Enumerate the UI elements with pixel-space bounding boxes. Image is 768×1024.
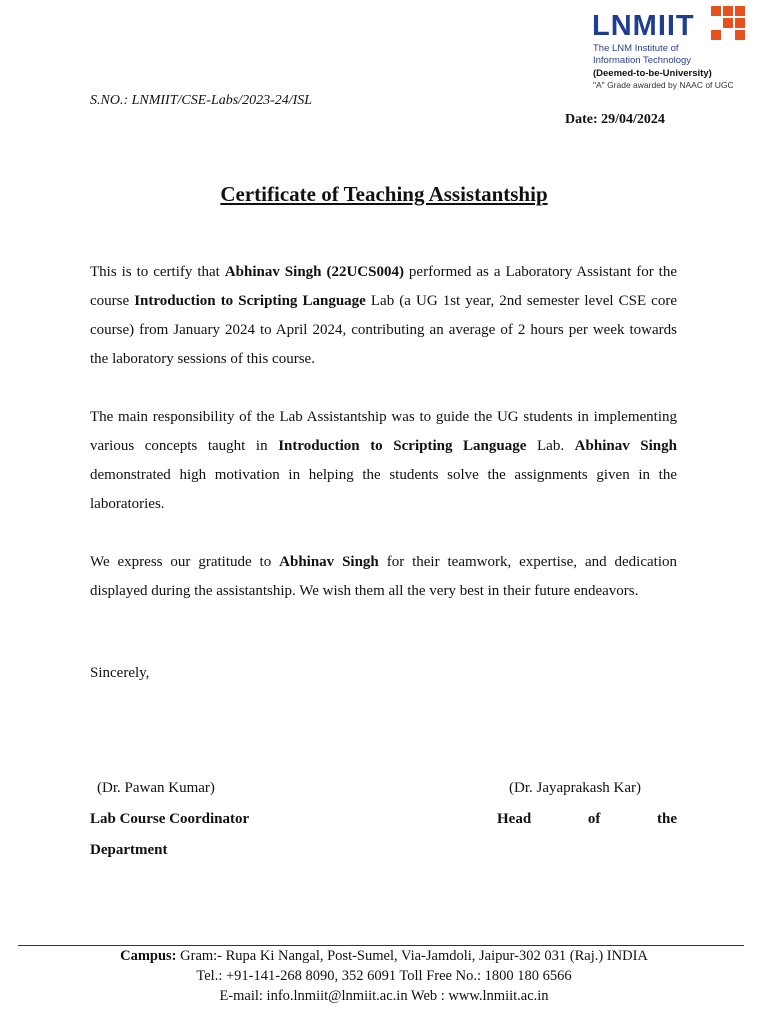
paragraph-1: [90, 258, 677, 374]
signatory-left-name: (Dr. Pawan Kumar): [97, 780, 215, 796]
footer-campus: [0, 947, 768, 966]
p1-text-2: performed as a Laboratory Assistant for the course: [90, 264, 677, 309]
closing: Sincerely,: [90, 665, 150, 681]
p2-text-3: demonstrated high motivation in helping the students solve the assignments given in the laboratories.: [90, 467, 677, 512]
logo-subtitle-2: Information Technology: [593, 55, 692, 66]
footer-phone: Tel.: +91-141-268 8090, 352 6091 Toll Free No.: 1800 180 6566: [196, 968, 572, 984]
logo-subtitle-4: "A" Grade awarded by NAAC of UGC: [593, 80, 734, 90]
paragraph-2: [90, 403, 677, 519]
issue-date: Date: 29/04/2024: [565, 112, 665, 127]
reference-number: S.NO.: LNMIIT/CSE-Labs/2023-24/ISL: [90, 93, 313, 108]
logo-wordmark: LNMIIT: [592, 10, 695, 42]
paragraph-3: [90, 548, 677, 606]
footer-campus-label: Campus:: [120, 948, 177, 964]
p1-bold-1: Abhinav Singh (22UCS004): [224, 264, 404, 280]
p1-text-3: Lab (a UG 1st year, 2nd semester level CSE core course) from January 2024 to April 2024, contributing an average of 2 hours per week towards the laboratory sessions of this course.: [90, 293, 677, 367]
p1-bold-2: Introduction to Scripting Language: [134, 293, 366, 309]
p2-text-1: The main responsibility of the Lab Assistantship was to guide the UG students in implementing various concepts taught in: [90, 409, 677, 454]
p3-text-1: We express our gratitude to: [90, 554, 280, 570]
p2-bold-1: Introduction to Scripting Language: [278, 438, 527, 454]
p3-bold-1: Abhinav Singh: [279, 554, 379, 570]
p3-text-2: for their teamwork, expertise, and dedication displayed during the assistantship. We wish them all the very best in their future endeavors.: [90, 554, 677, 599]
p2-bold-2: Abhinav Singh: [574, 438, 677, 454]
footer-divider: [18, 945, 744, 946]
signatory-right-role: Head of the: [497, 811, 677, 827]
signatory-left-role: Lab Course Coordinator: [90, 811, 250, 827]
logo-subtitle-1: The LNM Institute of: [593, 43, 679, 54]
institute-logo: [588, 2, 758, 92]
logo-grid-icon: [711, 6, 747, 42]
certificate-title: Certificate of Teaching Assistantship: [220, 182, 548, 206]
footer-contact: E-mail: info.lnmiit@lnmiit.ac.in Web : www.lnmiit.ac.in: [219, 988, 549, 1004]
logo-subtitle-3: (Deemed-to-be-University): [593, 68, 712, 79]
signatory-right-name: (Dr. Jayaprakash Kar): [509, 780, 642, 796]
footer-campus-address: Gram:- Rupa Ki Nangal, Post-Sumel, Via-Jamdoli, Jaipur-302 031 (Raj.) INDIA: [176, 948, 648, 964]
p1-text-1: This is to certify that: [90, 264, 225, 280]
p2-text-2: Lab.: [526, 438, 575, 454]
signatory-right-role-cont: Department: [90, 842, 168, 858]
